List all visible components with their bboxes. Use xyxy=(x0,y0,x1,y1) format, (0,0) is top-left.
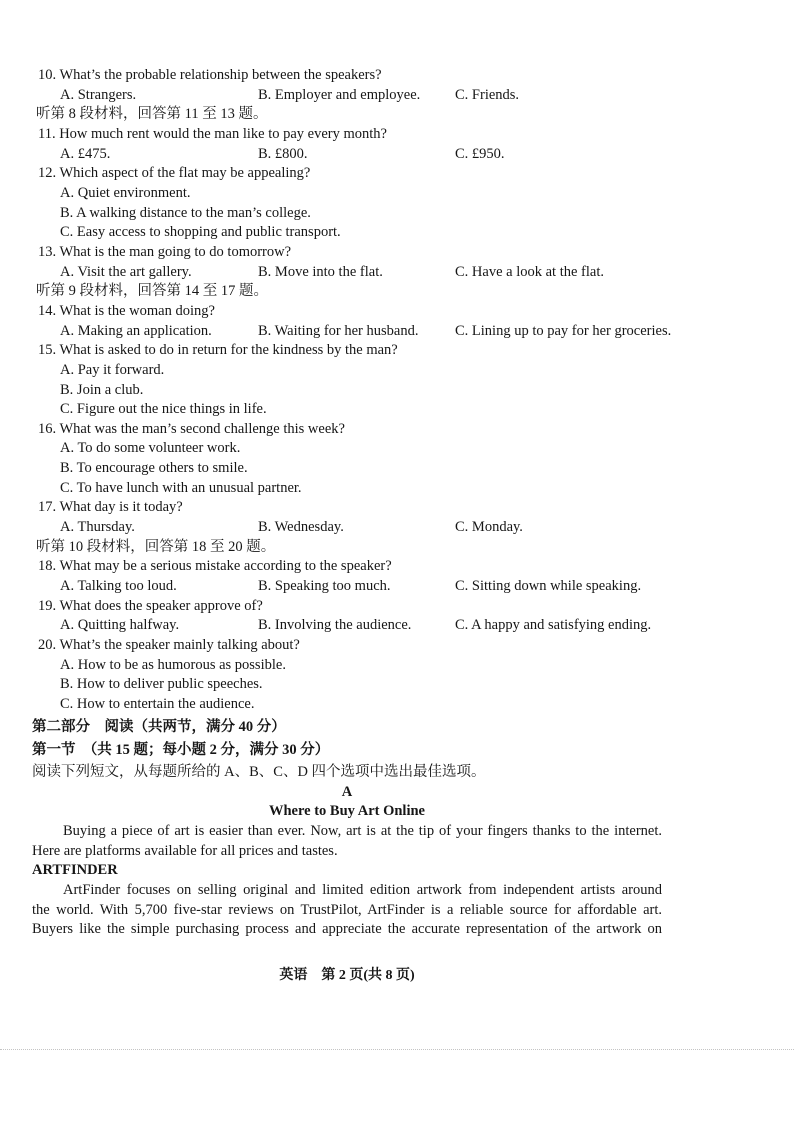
option-12-b: B. A walking distance to the man’s college. xyxy=(60,204,311,221)
question-13-stem: 13. What is the man going to do tomorrow? xyxy=(38,243,292,260)
option-12-c: C. Easy access to shopping and public transport. xyxy=(60,224,341,241)
question-12-stem: 12. Which aspect of the flat may be appealing? xyxy=(38,165,311,182)
option-19-a: A. Quitting halfway. xyxy=(60,617,180,634)
option-11-a: A. £475. xyxy=(60,145,111,162)
option-16-b: B. To encourage others to smile. xyxy=(60,460,248,477)
option-15-b: B. Join a club. xyxy=(60,381,144,398)
listening-instruction-passage-10: 听第 10 段材料，回答第 18 至 20 题。 xyxy=(36,538,276,555)
listening-instruction-passage-8: 听第 8 段材料，回答第 11 至 13 题。 xyxy=(36,106,268,123)
section-one-heading: 第一节 （共 15 题；每小题 2 分，满分 30 分） xyxy=(32,742,330,758)
option-20-b: B. How to deliver public speeches. xyxy=(60,676,263,693)
option-16-a: A. To do some volunteer work. xyxy=(60,440,241,457)
reading-directions: 阅读下列短文，从每题所给的 A、B、C、D 四个选项中选出最佳选项。 xyxy=(32,764,486,780)
option-20-a: A. How to be as humorous as possible. xyxy=(60,656,286,673)
question-16-stem: 16. What was the man’s second challenge this week? xyxy=(38,420,345,437)
artfinder-paragraph-line: the world. With 5,700 five-star reviews on TrustPilot, ArtFinder is a reliable source for affordable art. xyxy=(32,902,662,918)
artfinder-paragraph-line: ArtFinder focuses on selling original and limited edition artwork from independent artists around xyxy=(63,882,662,898)
option-19-b: B. Involving the audience. xyxy=(258,617,412,634)
option-11-b: B. £800. xyxy=(258,145,308,162)
question-20-stem: 20. What’s the speaker mainly talking about? xyxy=(38,637,300,654)
artfinder-heading: ARTFINDER xyxy=(32,862,118,878)
reading-section xyxy=(32,716,662,939)
option-20-c: C. How to entertain the audience. xyxy=(60,696,255,712)
question-18-options xyxy=(0,577,794,597)
option-10-c: C. Friends. xyxy=(455,86,520,103)
question-15-stem: 15. What is asked to do in return for the kindness by the man? xyxy=(38,342,398,359)
listening-instruction-passage-9: 听第 9 段材料，回答第 14 至 17 题。 xyxy=(36,283,268,300)
question-19-options xyxy=(0,616,794,636)
listening-section xyxy=(0,66,794,715)
question-11-stem: 11. How much rent would the man like to pay every month? xyxy=(38,125,387,142)
option-14-b: B. Waiting for her husband. xyxy=(258,322,419,339)
option-11-c: C. £950. xyxy=(455,145,505,162)
option-17-c: C. Monday. xyxy=(455,519,523,536)
artfinder-paragraph-line: Buyers like the simple purchasing process and appreciate the accurate representation of the artwork on xyxy=(32,921,662,937)
question-19-stem: 19. What does the speaker approve of? xyxy=(38,597,263,614)
scan-edge-line xyxy=(0,1049,794,1050)
passage-title: Where to Buy Art Online xyxy=(268,803,425,819)
question-14-stem: 14. What is the woman doing? xyxy=(38,302,215,319)
option-19-c: C. A happy and satisfying ending. xyxy=(455,617,652,634)
option-15-c: C. Figure out the nice things in life. xyxy=(60,401,267,418)
part-two-heading: 第二部分 阅读（共两节，满分 40 分） xyxy=(32,719,286,735)
option-15-a: A. Pay it forward. xyxy=(60,361,165,378)
option-18-a: A. Talking too loud. xyxy=(60,578,177,595)
question-18-stem: 18. What may be a serious mistake according to the speaker? xyxy=(38,558,392,575)
intro-paragraph-line: Buying a piece of art is easier than ever. Now, art is at the tip of your fingers thanks to the internet. xyxy=(63,823,662,839)
option-10-b: B. Employer and employee. xyxy=(258,86,421,103)
option-17-a: A. Thursday. xyxy=(60,519,135,536)
page-footer: 英语 第 2 页(共 8 页) xyxy=(279,968,415,983)
option-13-b: B. Move into the flat. xyxy=(258,263,383,280)
question-13-options xyxy=(0,263,794,283)
question-17-stem: 17. What day is it today? xyxy=(38,499,183,516)
option-18-b: B. Speaking too much. xyxy=(258,578,391,595)
question-10-stem: 10. What’s the probable relationship between the speakers? xyxy=(38,67,382,83)
option-14-c: C. Lining up to pay for her groceries. xyxy=(455,322,672,339)
question-11-options xyxy=(0,145,794,165)
intro-paragraph-line: Here are platforms available for all prices and tastes. xyxy=(32,843,338,859)
option-10-a: A. Strangers. xyxy=(60,86,137,103)
question-14-options xyxy=(0,322,794,342)
option-13-c: C. Have a look at the flat. xyxy=(455,263,604,280)
option-14-a: A. Making an application. xyxy=(60,322,212,339)
question-10-options xyxy=(0,86,794,106)
option-13-a: A. Visit the art gallery. xyxy=(60,263,192,280)
option-17-b: B. Wednesday. xyxy=(258,519,344,536)
option-12-a: A. Quiet environment. xyxy=(60,184,191,201)
question-17-options xyxy=(0,518,794,538)
option-18-c: C. Sitting down while speaking. xyxy=(455,578,642,595)
option-16-c: C. To have lunch with an unusual partner. xyxy=(60,479,302,496)
passage-label: A xyxy=(341,784,353,800)
